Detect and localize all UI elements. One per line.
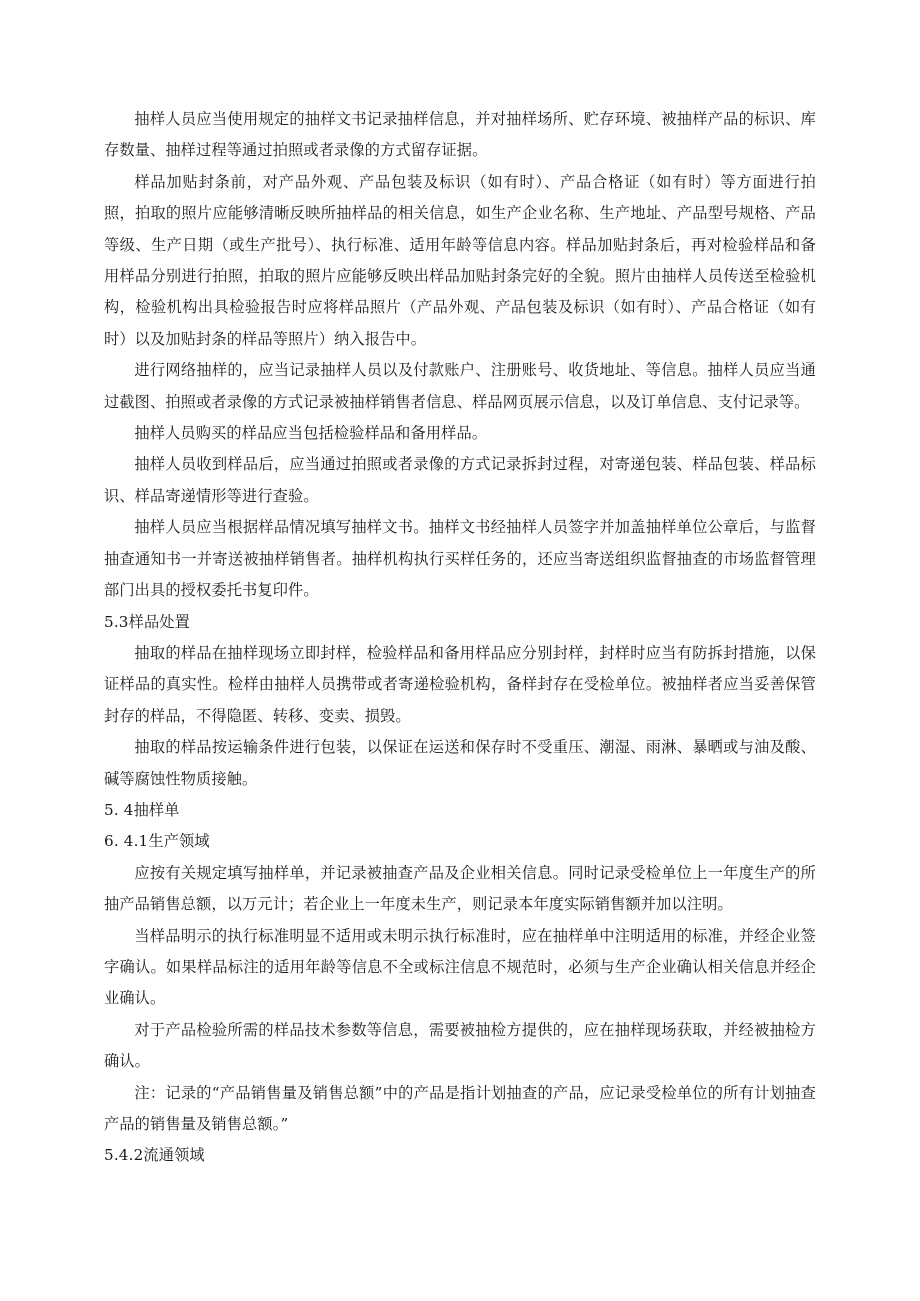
paragraph-sampling-documents: 抽样人员应当根据样品情况填写抽样文书。抽样文书经抽样人员签字并加盖抽样单位公章后，与监督抽查通知书一并寄送被抽样销售者。抽样机构执行买样任务的，还应当寄送组织监督抽查的市场监督管理部门出具的授权委托书复印件。 — [104, 518, 816, 600]
section-heading-6-4-1: 6. 4.1生产领域 — [104, 832, 210, 851]
paragraph-unpacking: 抽样人员收到样品后，应当通过拍照或者录像的方式记录拆封过程，对寄递包装、样品包装、样品标识、样品寄递情形等进行查验。 — [104, 455, 816, 505]
paragraph-packaging: 抽取的样品按运输条件进行包装，以保证在运送和保存时不受重压、潮湿、雨淋、暴晒或与油及酸、碱等腐蚀性物质接触。 — [104, 738, 816, 788]
document-body — [104, 104, 816, 1172]
paragraph-sampling-records: 抽样人员应当使用规定的抽样文书记录抽样信息，并对抽样场所、贮存环境、被抽样产品的标识、库存数量、抽样过程等通过拍照或者录像的方式留存证据。 — [104, 110, 816, 160]
paragraph-purchased-samples: 抽样人员购买的样品应当包括检验样品和备用样品。 — [134, 424, 488, 443]
paragraph-technical-params: 对于产品检验所需的样品技术参数等信息，需要被抽检方提供的，应在抽样现场获取，并经被抽检方确认。 — [104, 1020, 816, 1071]
paragraph-standard-confirmation: 当样品明示的执行标准明显不适用或未明示执行标准时，应在抽样单中注明适用的标准，并经企业签字确认。如果样品标注的适用年龄等信息不全或标注信息不规范时，必须与生产企业确认相关信息并经企业确认。 — [104, 926, 816, 1008]
section-heading-5-3: 5.3样品处置 — [104, 612, 190, 631]
section-heading-5-4: 5. 4抽样单 — [104, 800, 180, 819]
paragraph-note: 注：记录的“产品销售量及销售总额”中的产品是指计划抽查的产品，应记录受检单位的所有计划抽查产品的销售量及销售总额。” — [104, 1083, 816, 1133]
paragraph-sealing: 抽取的样品在抽样现场立即封样，检验样品和备用样品应分别封样，封样时应当有防拆封措施，以保证样品的真实性。检样由抽样人员携带或者寄递检验机构，备样封存在受检单位。被抽样者应当妥善保管封存的样品，不得隐匿、转移、变卖、损毁。 — [104, 643, 816, 725]
paragraph-fill-form: 应按有关规定填写抽样单，并记录被抽查产品及企业相关信息。同时记录受检单位上一年度生产的所抽产品销售总额，以万元计；若企业上一年度未生产，则记录本年度实际销售额并加以注明。 — [104, 863, 816, 914]
paragraph-photo-before-seal: 样品加贴封条前，对产品外观、产品包装及标识（如有时）、产品合格证（如有时）等方面进行拍照，拍取的照片应能够清晰反映所抽样品的相关信息，如生产企业名称、生产地址、产品型号规格、产品等级、生产日期（或生产批号）、执行标准、适用年龄等信息内容。样品加贴封条后，再对检验样品和备用样品分别进行拍照，拍取的照片应能够反映出样品加贴封条完好的全貌。照片由抽样人员传送至检验机构，检验机构出具检验报告时应将样品照片（产品外观、产品包装及标识（如有时）、产品合格证（如有时）以及加贴封条的样品等照片）纳入报告中。 — [104, 172, 816, 348]
section-heading-5-4-2: 5.4.2流通领域 — [104, 1146, 205, 1165]
paragraph-online-sampling: 进行网络抽样的，应当记录抽样人员以及付款账户、注册账号、收货地址、等信息。抽样人员应当通过截图、拍照或者录像的方式记录被抽样销售者信息、样品网页展示信息，以及订单信息、支付记录等。 — [104, 361, 816, 411]
